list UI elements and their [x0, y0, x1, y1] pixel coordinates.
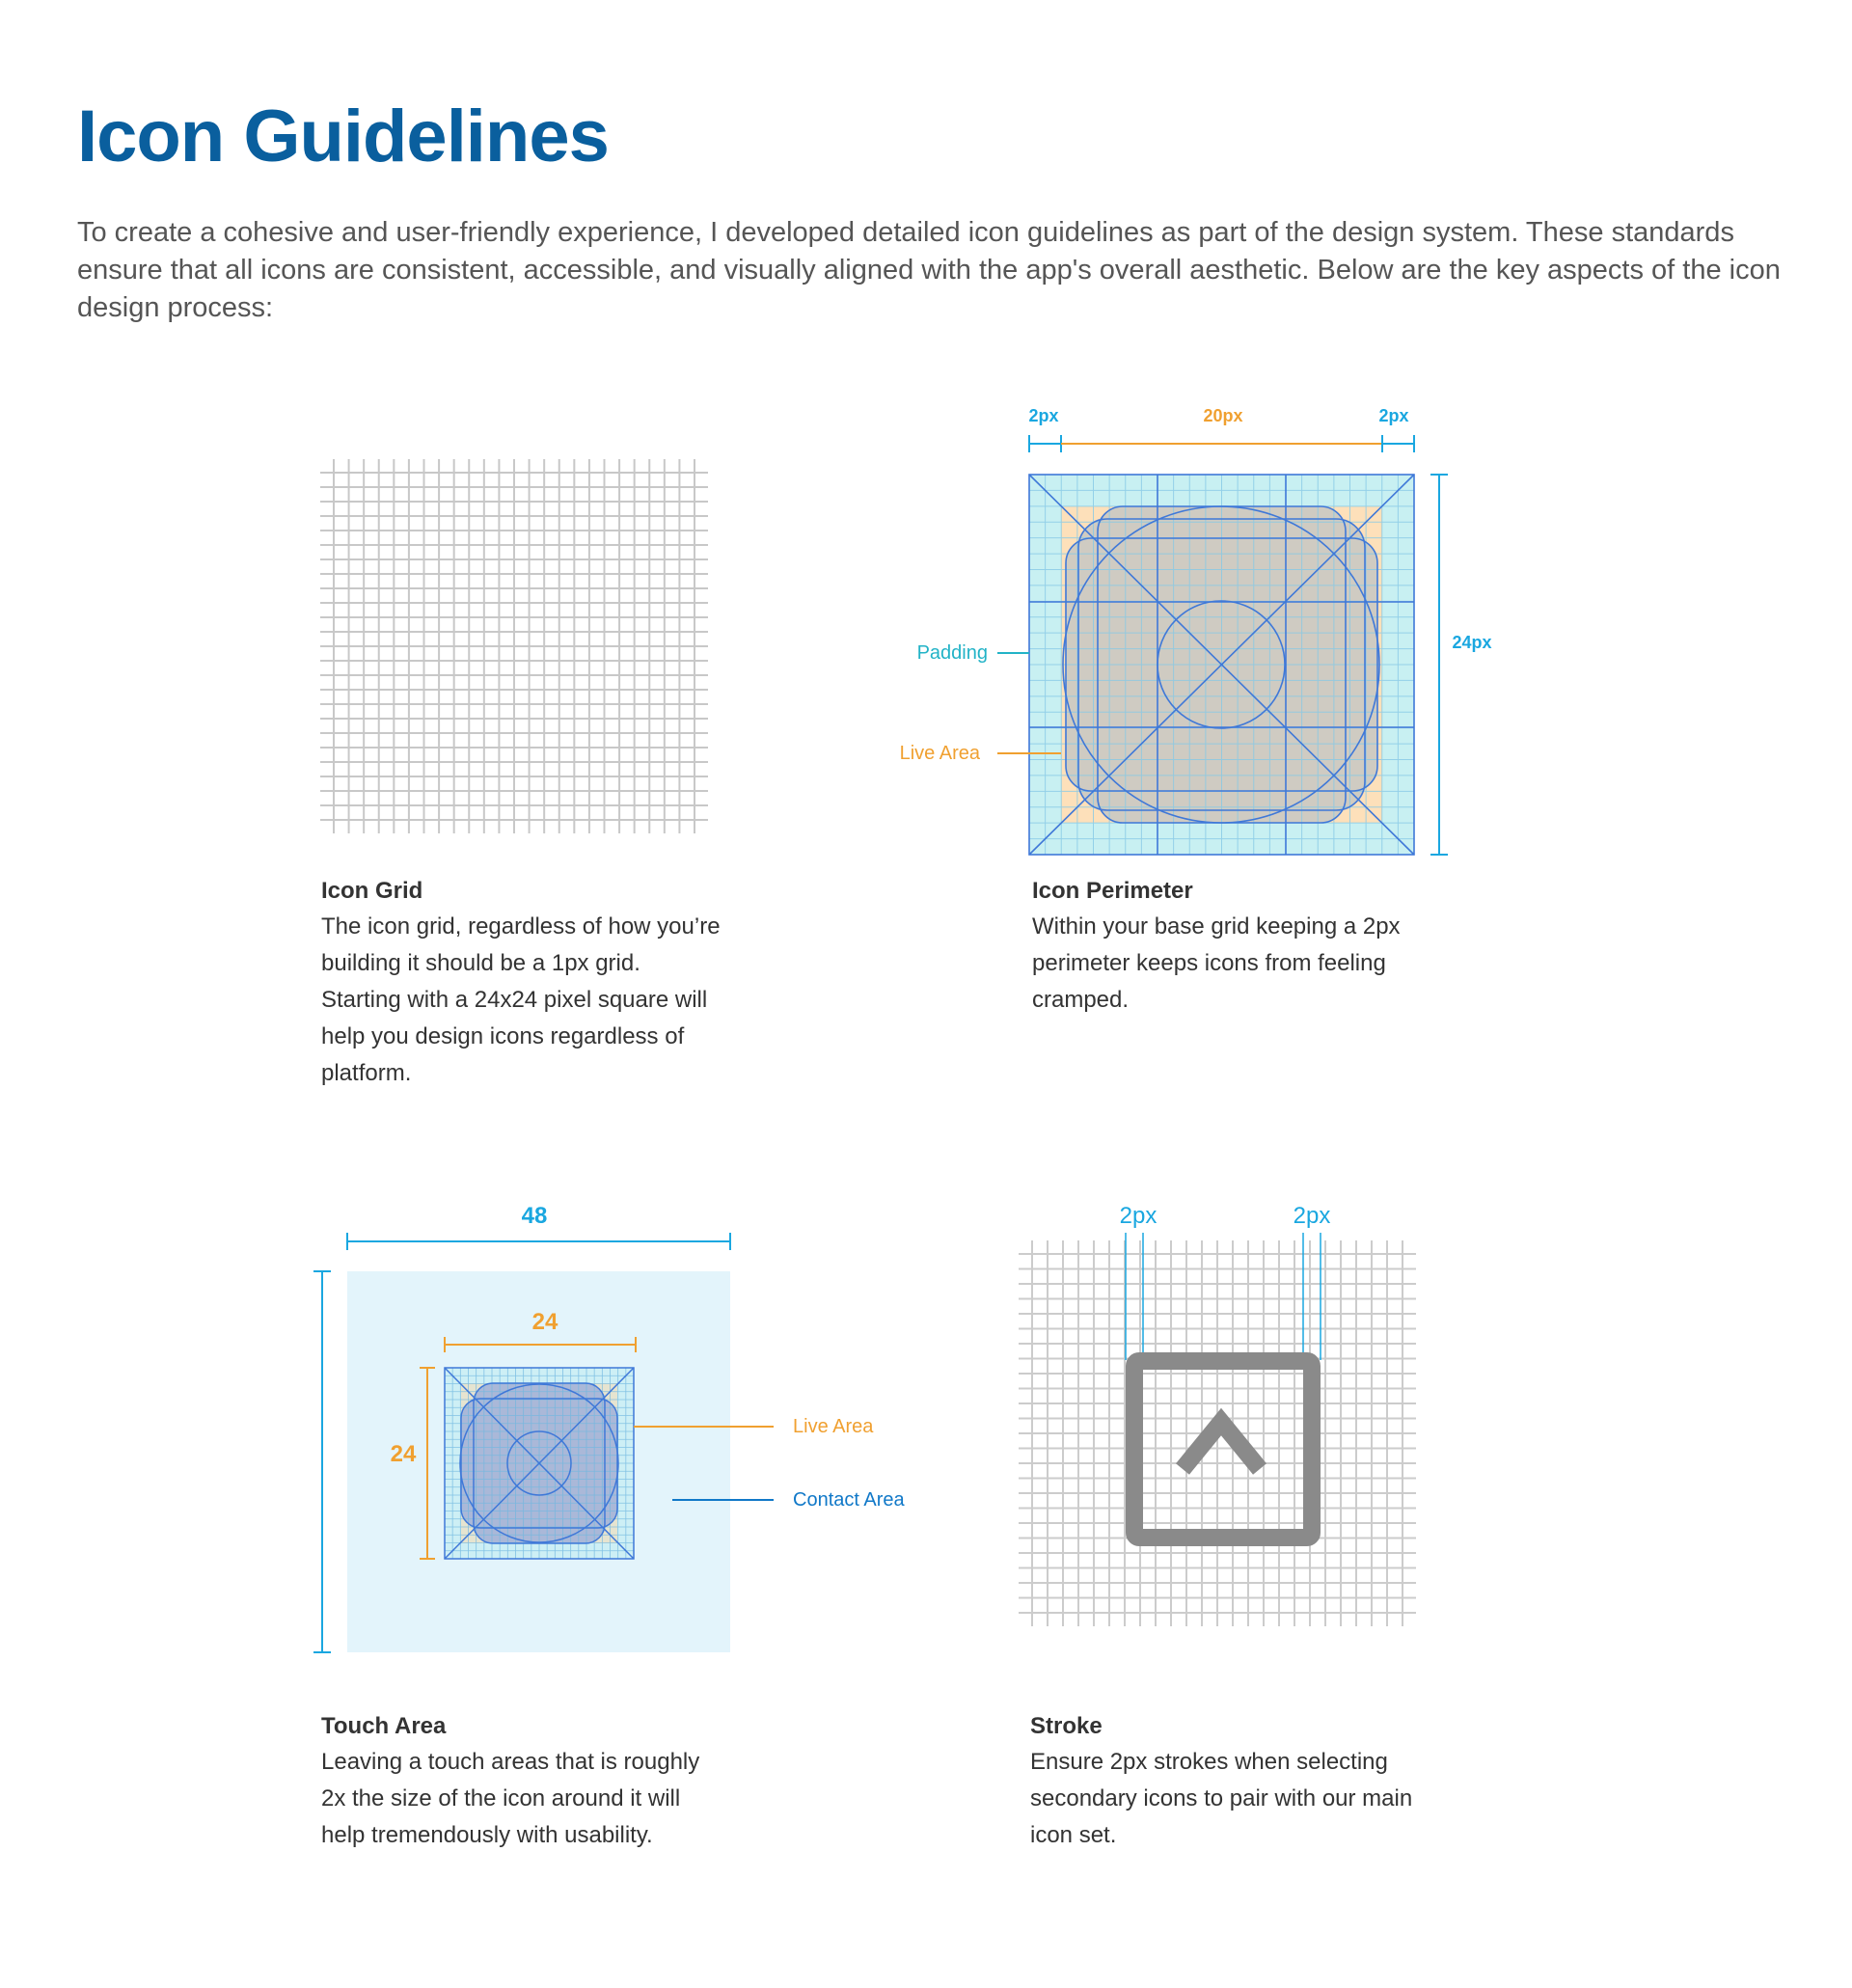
touch-inner-height-dimension: 24: [390, 1441, 417, 1467]
perimeter-height-dimension: 24px: [1452, 633, 1492, 652]
contact-area-label: Contact Area: [793, 1489, 905, 1511]
perimeter-right-dimension: 2px: [1378, 406, 1409, 425]
padding-label: Padding: [916, 642, 988, 664]
stroke-card: [1030, 1709, 1435, 1854]
live-area-label: Live Area: [899, 743, 980, 764]
icon-grid-description: The icon grid, regardless of how you’re building it should be a 1px grid. Starting with a 24x24 pixel square will help you design icons regardless of platform.: [321, 913, 721, 1086]
intro-paragraph: To create a cohesive and user-friendly experience, I developed detailed icon guidelines as part of the design system. These standards ensure that all icons are consistent, accessible, and visually aligned with the app's overall aesthetic. Below are the key aspects of the icon design process:: [77, 217, 1781, 323]
touch-area-description: Leaving a touch areas that is roughly 2x the size of the icon around it will help tremendously with usability.: [321, 1749, 700, 1848]
stroke-left-dimension: 2px: [1119, 1203, 1158, 1229]
touch-inner-width-dimension: 24: [531, 1309, 558, 1335]
perimeter-left-dimension: 2px: [1028, 406, 1059, 425]
stroke-right-dimension: 2px: [1293, 1203, 1331, 1229]
perimeter-center-dimension: 20px: [1203, 406, 1243, 425]
icon-perimeter-title: Icon Perimeter: [1032, 878, 1193, 904]
touch-live-area-label: Live Area: [793, 1416, 874, 1437]
touch-outer-dimension: 48: [521, 1203, 548, 1229]
page-title: Icon Guidelines: [77, 95, 609, 177]
icon-grid-title: Icon Grid: [321, 878, 423, 904]
touch-area-title: Touch Area: [321, 1713, 447, 1739]
stroke-title: Stroke: [1030, 1713, 1103, 1739]
icon-perimeter-description: Within your base grid keeping a 2px perimeter keeps icons from feeling cramped.: [1032, 913, 1401, 1013]
stroke-description: Ensure 2px strokes when selecting secondary icons to pair with our main icon set.: [1030, 1749, 1413, 1848]
